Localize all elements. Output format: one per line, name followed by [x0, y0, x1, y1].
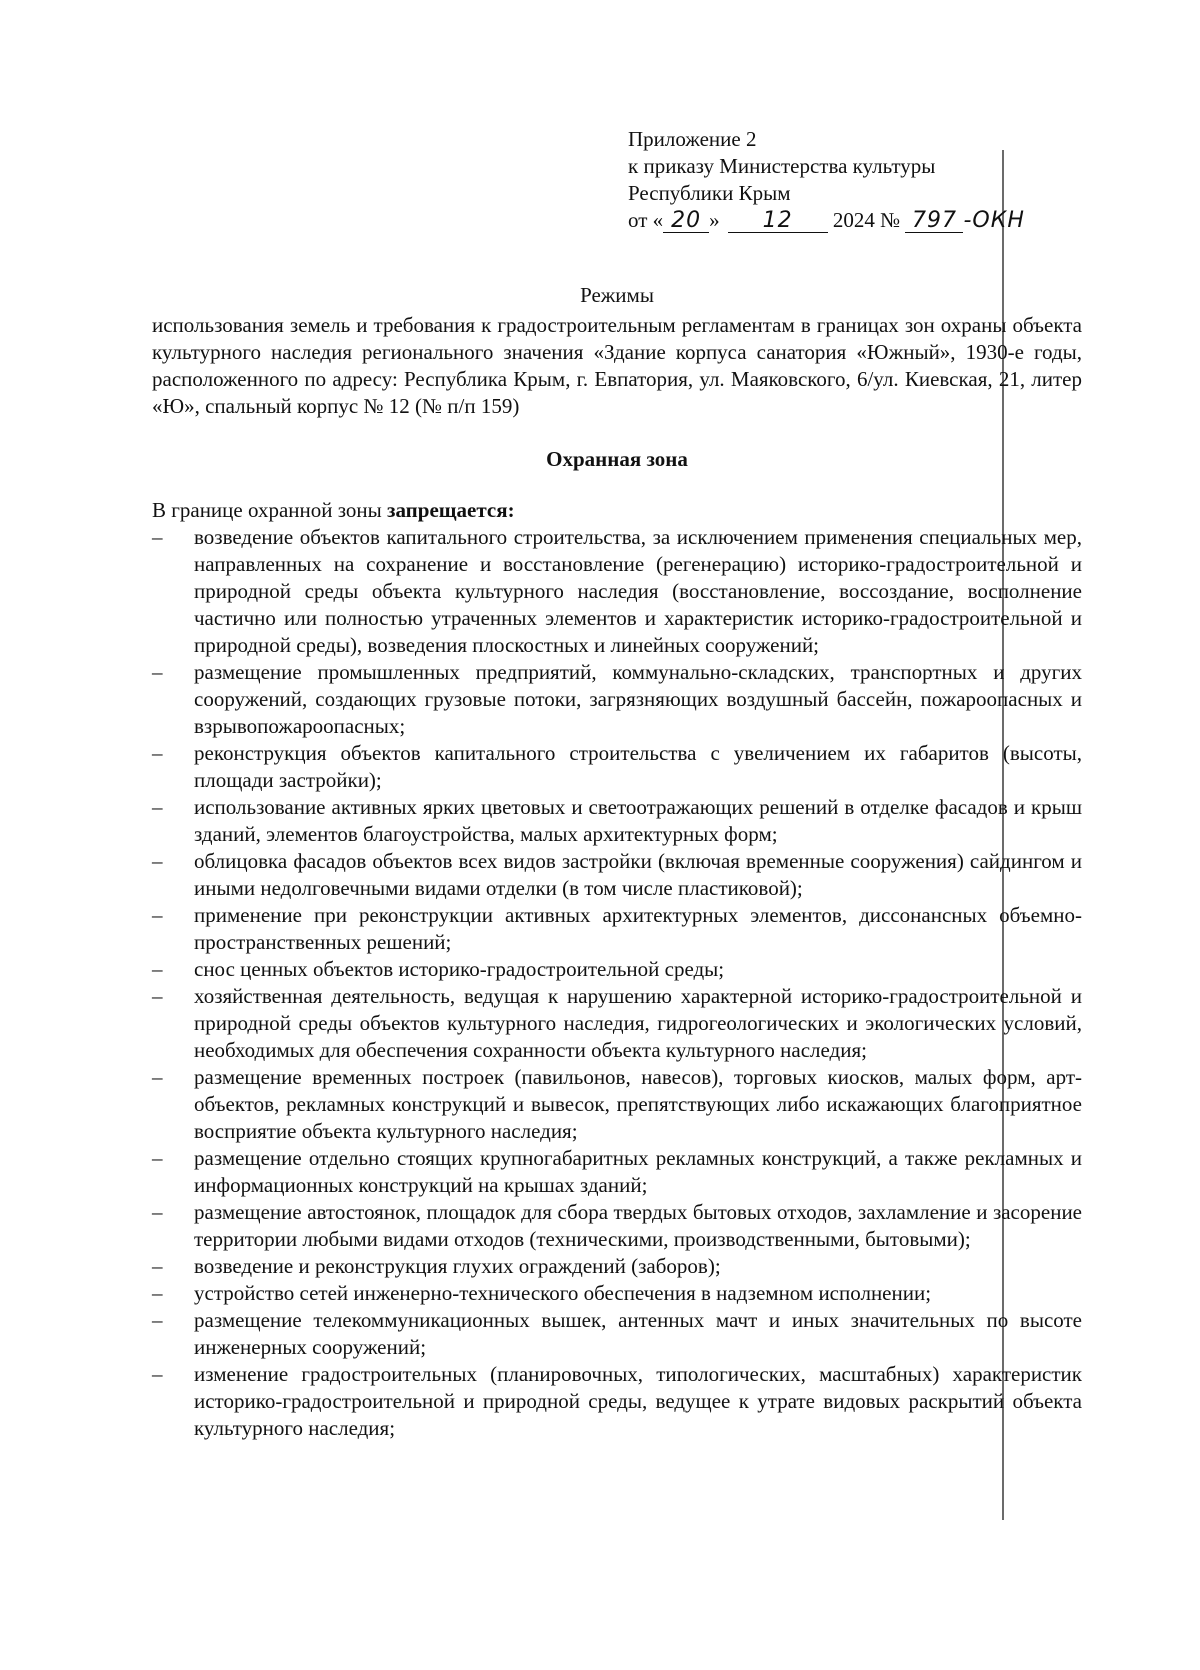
list-dash: – — [152, 741, 163, 765]
list-item-text: размещение промышленных предприятий, коммунально-складских, транспортных и других сооружений, создающих грузовые потоки, загрязняющих воздушный бассейн, пожароопасных и взрывопожароопасных; — [194, 660, 1082, 738]
list-item-text: снос ценных объектов историко-градостроительной среды; — [194, 957, 725, 981]
list-item-text: возведение объектов капитального строительства, за исключением применения специальных мер, направленных на сохранение и восстановление (регенерацию) историко-градостроительной и природной среды объекта культурного наследия (восстановление, воссоздание, восполнение частично или полностью утраченных элементов и характеристик историко-градостроительной и природной среды), возведения плоскостных и линейных сооружений; — [194, 525, 1082, 657]
list-item-text: размещение отдельно стоящих крупногабаритных рекламных конструкций, а также рекламных и информационных конструкций на крышах зданий; — [194, 1146, 1082, 1197]
list-item — [152, 1253, 1082, 1280]
handwritten-day: 20 — [663, 209, 709, 233]
list-item-text: реконструкция объектов капитального строительства с увеличением их габаритов (высоты, площади застройки); — [194, 741, 1082, 792]
list-item-text: размещение автостоянок, площадок для сбора твердых бытовых отходов, захламление и засорение территории любыми видами отходов (техническими, производственными, бытовыми); — [194, 1200, 1082, 1251]
list-item-text: хозяйственная деятельность, ведущая к нарушению характерной историко-градостроительной и природной среды объектов культурного наследия, гидрогеологических и экологических условий, необходимых для обеспечения сохранности объекта культурного наследия; — [194, 984, 1082, 1062]
list-item — [152, 740, 1082, 794]
list-dash: – — [152, 1281, 163, 1305]
list-item — [152, 902, 1082, 956]
intro-paragraph — [152, 497, 1082, 524]
document-title-block — [152, 282, 1082, 420]
attachment-line: Приложение 2 — [628, 127, 757, 151]
list-item-text: использование активных ярких цветовых и светоотражающих решений в отделке фасадов и крыш зданий, элементов благоустройства, малых архитектурных форм; — [194, 795, 1082, 846]
document-subtitle: использования земель и требования к градостроительным регламентам в границах зон охраны объекта культурного наследия регионального значения «Здание корпуса санатория «Южный», 1930-е годы, расположенного по адресу: Республика Крым, г. Евпатория, ул. Маяковского, 6/ул. Киевская, 21, литер «Ю», спальный корпус № 12 (№ п/п 159) — [152, 313, 1082, 418]
list-item-text: изменение градостроительных (планировочных, типологических, масштабных) характеристик историко-градостроительной и природной среды, ведущее к утрате видовых раскрытий объекта культурного наследия; — [194, 1362, 1082, 1440]
list-item-text: устройство сетей инженерно-технического обеспечения в надземном исполнении; — [194, 1281, 932, 1305]
list-dash: – — [152, 903, 163, 927]
list-dash: – — [152, 660, 163, 684]
year-label: 2024 № — [832, 208, 901, 232]
list-dash: – — [152, 1146, 163, 1170]
list-item-text: применение при реконструкции активных архитектурных элементов, диссонансных объемно-пространственных решений; — [194, 903, 1082, 954]
list-dash: – — [152, 1308, 163, 1332]
list-dash: – — [152, 795, 163, 819]
list-item — [152, 1145, 1082, 1199]
order-line: к приказу Министерства культуры — [628, 154, 936, 178]
prohibition-list — [152, 524, 1082, 1442]
date-mid: » — [709, 208, 720, 232]
list-item — [152, 659, 1082, 740]
list-item-text: размещение временных построек (павильонов, навесов), торговых киосков, малых форм, арт-объектов, рекламных конструкций и вывесок, препятствующих либо искажающих благоприятное восприятие объекта культурного наследия; — [194, 1065, 1082, 1143]
list-dash: – — [152, 1362, 163, 1386]
list-item — [152, 1064, 1082, 1145]
list-item-text: облицовка фасадов объектов всех видов застройки (включая временные сооружения) сайдингом и иными недолговечными видами отделки (в том числе пластиковой); — [194, 849, 1082, 900]
list-dash: – — [152, 1200, 163, 1224]
handwritten-number-suffix: -ОКН — [963, 208, 1025, 233]
list-dash: – — [152, 984, 163, 1008]
list-item — [152, 848, 1082, 902]
republic-line: Республики Крым — [628, 181, 791, 205]
intro-bold: запрещается: — [387, 498, 515, 522]
list-item — [152, 956, 1082, 983]
list-item — [152, 1361, 1082, 1442]
list-dash: – — [152, 1254, 163, 1278]
list-item — [152, 1307, 1082, 1361]
list-dash: – — [152, 1065, 163, 1089]
list-item-text: возведение и реконструкция глухих ограждений (заборов); — [194, 1254, 721, 1278]
list-item — [152, 794, 1082, 848]
list-dash: – — [152, 957, 163, 981]
document-title: Режимы — [580, 283, 654, 307]
list-dash: – — [152, 525, 163, 549]
handwritten-number: 797 — [905, 209, 963, 233]
list-item — [152, 983, 1082, 1064]
order-date-line — [628, 207, 1098, 234]
intro-text: В границе охранной зоны — [152, 498, 388, 522]
list-item — [152, 524, 1082, 659]
list-item — [152, 1280, 1082, 1307]
date-prefix: от « — [628, 208, 664, 232]
list-dash: – — [152, 849, 163, 873]
list-item — [152, 1199, 1082, 1253]
section-heading: Охранная зона — [546, 447, 688, 471]
attachment-header — [628, 126, 1098, 234]
handwritten-month: 12 — [728, 209, 828, 233]
list-item-text: размещение телекоммуникационных вышек, антенных мачт и иных значительных по высоте инженерных сооружений; — [194, 1308, 1082, 1359]
